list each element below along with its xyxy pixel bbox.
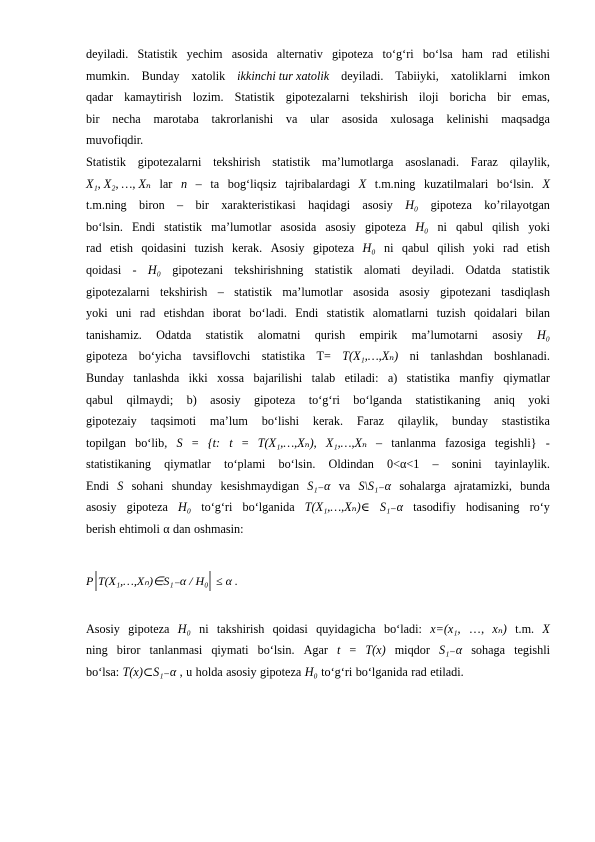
- word: bir: [195, 198, 209, 213]
- text-line: [86, 454, 550, 476]
- word: alomatlarni: [372, 306, 429, 321]
- word: ular: [310, 111, 330, 126]
- text-line: [86, 368, 550, 390]
- word: ma’lumotlar: [282, 284, 343, 299]
- word: H₀: [178, 500, 192, 515]
- word: T(X₁,…,Xₙ)∈: [304, 500, 370, 515]
- word: bo‘ladi.: [249, 306, 287, 321]
- word: tajribalardagi: [285, 176, 351, 191]
- word: xatolik: [191, 68, 226, 83]
- word: yoki: [472, 241, 495, 256]
- word: asoslanadi.: [405, 154, 460, 169]
- word: ta: [210, 176, 220, 191]
- word: …,: [468, 621, 485, 636]
- word: S₁₋α: [307, 478, 331, 493]
- word: asosida: [341, 111, 378, 126]
- word: iborat: [212, 306, 242, 321]
- word: tanlashdan: [430, 349, 483, 364]
- word: yoki: [86, 306, 108, 321]
- word: asosiy: [492, 327, 523, 342]
- word: -: [545, 435, 550, 450]
- word: boshlanadi.: [494, 349, 550, 364]
- word: H₀: [304, 664, 318, 679]
- word: qiymati: [211, 643, 249, 658]
- word: rad: [491, 47, 508, 61]
- word: ham: [461, 47, 483, 61]
- word: marotaba: [153, 111, 199, 126]
- word: H₀: [362, 241, 376, 256]
- word: xarakteristikasi: [221, 198, 296, 213]
- word: uni: [115, 306, 132, 321]
- word: b): [186, 392, 197, 407]
- word: to‘plami: [224, 457, 266, 472]
- word: ma’lum: [209, 414, 248, 429]
- word: kuzatilmalari: [424, 176, 489, 191]
- word: mumkin.: [86, 68, 130, 83]
- word: ma’lumotarni: [411, 327, 478, 342]
- word: asosida: [280, 219, 317, 234]
- word: X: [542, 176, 550, 191]
- word: tanlashda: [133, 370, 180, 385]
- word: bo‘lganida: [355, 664, 408, 679]
- word: alomatni: [257, 327, 301, 342]
- word: S₁₋α: [379, 500, 404, 515]
- text-line: [86, 303, 550, 325]
- word: bo‘lsin.: [496, 176, 534, 191]
- word: oshmasin:: [194, 522, 244, 537]
- word: gipoteza: [254, 392, 296, 407]
- word: statistik: [272, 154, 311, 169]
- word: Endi: [295, 306, 319, 321]
- word: bir: [86, 111, 100, 126]
- word: gipoteza: [259, 664, 302, 679]
- word: gipoteza: [430, 198, 472, 213]
- word: qabul: [456, 219, 484, 234]
- word: tanishamiz.: [86, 327, 142, 342]
- word: bo‘lsin.: [257, 643, 295, 658]
- word: asosiy: [399, 284, 430, 299]
- word: rad: [139, 306, 156, 321]
- word: tuzish: [436, 306, 466, 321]
- word: gipotezani: [172, 262, 224, 277]
- word: etiladi.: [430, 664, 464, 679]
- word: qurish: [314, 327, 346, 342]
- word: H₀: [147, 262, 161, 277]
- word: bo‘lib,: [135, 435, 168, 450]
- word: n: [180, 176, 188, 191]
- word: t.m.ning: [374, 176, 416, 191]
- word: Faraz: [356, 414, 384, 429]
- word: lar: [159, 176, 173, 191]
- word: kamaytirish: [124, 90, 182, 105]
- word: Bunday: [141, 68, 180, 83]
- word: gipotezani: [440, 284, 491, 299]
- word: tekshirish: [159, 284, 208, 299]
- word: tekshirish: [360, 90, 408, 105]
- text-line: [86, 130, 550, 152]
- word: talab: [311, 370, 336, 385]
- word: X₁, X₂, …, Xₙ: [86, 176, 151, 191]
- word: bo‘yicha: [138, 349, 182, 364]
- text-line: [86, 325, 550, 347]
- word: yoki: [528, 392, 550, 407]
- word: tavsiflovchi: [192, 349, 251, 364]
- word: tegishli: [514, 643, 550, 658]
- word: X: [358, 176, 367, 191]
- word: ehtimoli: [119, 522, 160, 537]
- text-line: [86, 411, 550, 433]
- text-line: [86, 282, 550, 304]
- word: tayinlaylik.: [494, 457, 550, 472]
- word: rad: [502, 241, 519, 256]
- word: to‘g‘ri: [201, 500, 233, 515]
- word: qoidasini: [141, 241, 187, 256]
- word: gipoteza: [364, 219, 407, 234]
- word: Faraz: [470, 154, 498, 169]
- word: to‘g‘ri: [321, 664, 353, 679]
- word: bo‘lsa: [422, 47, 453, 61]
- word: Statistik: [86, 154, 126, 169]
- word: haqidagi: [308, 198, 351, 213]
- word: emas,: [521, 90, 550, 105]
- word: miqdor: [394, 643, 430, 658]
- word: etish: [109, 241, 133, 256]
- word: t: [336, 643, 341, 658]
- word: sonini: [451, 457, 482, 472]
- word: hodisaning: [465, 500, 520, 515]
- word: H₀: [177, 621, 191, 636]
- word: S: [117, 478, 124, 493]
- word: tegishli}: [494, 435, 537, 450]
- word: –: [177, 198, 184, 213]
- word: deyiladi.: [411, 262, 455, 277]
- word: ma’lumotlarga: [321, 154, 394, 169]
- word: Statistik: [137, 47, 178, 61]
- word: bunday: [452, 414, 488, 429]
- document-page: [86, 44, 550, 683]
- text-line: [86, 390, 550, 412]
- word: gipoteza: [86, 349, 128, 364]
- word: Asosiy: [270, 241, 305, 256]
- word: gipotezalarni: [86, 284, 150, 299]
- word: ma’lumotlar: [211, 219, 272, 234]
- word: bilan: [525, 306, 550, 321]
- formula-rhs: ≤ α .: [216, 573, 238, 588]
- word: u: [186, 664, 193, 679]
- word: ro‘y: [529, 500, 550, 515]
- word: va: [338, 478, 351, 493]
- formula-body: T(X₁,…,Xₙ)∈S₁₋α / H₀: [98, 573, 209, 588]
- word: =: [191, 435, 199, 450]
- word: qabul: [86, 392, 114, 407]
- word: stastistika: [501, 414, 550, 429]
- word: {t:: [207, 435, 221, 450]
- word: ajratamizki,: [454, 478, 512, 493]
- word: gipoteza: [126, 500, 168, 515]
- word: etilishi: [516, 47, 550, 61]
- word: gipoteza: [332, 47, 374, 61]
- word: Endi: [131, 219, 156, 234]
- word: asosida: [231, 47, 268, 61]
- word: S: [176, 435, 183, 450]
- word: dan: [173, 522, 191, 537]
- word: -: [132, 262, 137, 277]
- word: a): [387, 370, 398, 385]
- word: xulosaga: [390, 111, 434, 126]
- text-line: [86, 109, 550, 131]
- word: lozim.: [192, 90, 224, 105]
- text-line: [86, 44, 550, 66]
- word: yoki: [528, 219, 550, 234]
- word: bunda: [520, 478, 550, 493]
- word: deyiladi.: [341, 68, 384, 83]
- text-line: [86, 619, 550, 641]
- word: –: [376, 435, 383, 450]
- text-line: [86, 346, 550, 368]
- text-line: [86, 640, 550, 662]
- word: statistika: [261, 349, 306, 364]
- word: ,: [179, 664, 183, 679]
- word: tanlanma: [391, 435, 436, 450]
- word: qoidasi: [272, 621, 308, 636]
- word: tekshirishning: [234, 262, 304, 277]
- word: bir: [497, 90, 511, 105]
- word: muvofiqdir.: [86, 133, 144, 148]
- text-line: [86, 238, 550, 260]
- word: aniq: [493, 392, 515, 407]
- word: ni: [199, 621, 209, 636]
- word: gipotezalarni: [285, 90, 350, 105]
- word: statistik: [234, 284, 273, 299]
- word: tasdiqlash: [501, 284, 550, 299]
- word: T(x)⊂S₁₋α: [122, 664, 177, 679]
- word: takshirish: [216, 621, 265, 636]
- word: ni: [409, 349, 420, 364]
- word: deyiladi.: [86, 47, 129, 61]
- word: alternativ: [276, 47, 323, 61]
- word: Odatda: [465, 262, 501, 277]
- formula-P: P: [86, 573, 94, 588]
- word: ni: [384, 241, 394, 256]
- word: bo‘lishi: [261, 414, 299, 429]
- text-line: [86, 217, 550, 239]
- word: qoidasi: [86, 262, 122, 277]
- word: necha: [112, 111, 141, 126]
- paragraph-statistical-criterion: [86, 152, 550, 541]
- word: Statistik: [234, 90, 275, 105]
- text-line: [86, 87, 550, 109]
- word: qabul: [401, 241, 429, 256]
- word: Endi: [86, 478, 110, 493]
- word: berish: [86, 522, 116, 537]
- word: T=: [316, 349, 331, 364]
- paragraph-alternative-hypothesis: [86, 44, 550, 152]
- word: quyidagicha: [316, 621, 376, 636]
- word: taqsimoti: [150, 414, 197, 429]
- word: asosiy: [362, 198, 393, 213]
- probability-formula: [86, 563, 550, 601]
- word: biron: [138, 198, 165, 213]
- word: empirik: [359, 327, 398, 342]
- word: tasodifiy: [413, 500, 456, 515]
- word: qadar: [86, 90, 114, 105]
- word: asosiy: [210, 392, 241, 407]
- word: H₀: [536, 327, 550, 342]
- word: manfiy: [459, 370, 494, 385]
- word: kelinishi: [446, 111, 489, 126]
- word: gipotezalarni: [137, 154, 202, 169]
- word: takrorlanishi: [211, 111, 274, 126]
- word: t.m.: [515, 621, 535, 636]
- word: shunday: [171, 478, 213, 493]
- text-line: [86, 662, 550, 684]
- word: sohani: [131, 478, 164, 493]
- word: asosiy: [226, 664, 257, 679]
- word: gipoteza: [128, 621, 170, 636]
- word: ning: [86, 643, 108, 658]
- word: etiladi:: [344, 370, 379, 385]
- word: H₀: [415, 219, 429, 234]
- word: ikkinchi tur xatolik: [237, 68, 330, 83]
- text-line: [86, 152, 550, 174]
- word: =: [349, 643, 357, 658]
- word: fazosiga: [445, 435, 486, 450]
- word: statistikaning: [86, 457, 151, 472]
- word: to‘g‘ri: [382, 47, 414, 61]
- text-line: [86, 433, 550, 455]
- word: X₁,…,Xₙ: [325, 435, 367, 450]
- word: S\S₁₋α: [358, 478, 392, 493]
- word: Odatda: [156, 327, 192, 342]
- text-line: [86, 519, 550, 541]
- word: T(X₁,…,Xₙ),: [257, 435, 317, 450]
- word: to‘g‘ri: [308, 392, 340, 407]
- word: xatoliklarni: [450, 68, 507, 83]
- word: T(X₁,…,Xₙ): [342, 349, 399, 364]
- word: asosiy: [86, 500, 117, 515]
- word: bo‘lganida: [242, 500, 295, 515]
- word: ni: [437, 219, 447, 234]
- word: bo‘lsin.: [86, 219, 123, 234]
- word: etish: [526, 241, 550, 256]
- word: kerak.: [232, 241, 263, 256]
- text-line: [86, 497, 550, 519]
- text-line: [86, 66, 550, 88]
- word: Bunday: [86, 370, 124, 385]
- word: tuzish: [194, 241, 224, 256]
- word: etishdan: [163, 306, 205, 321]
- word: statistik: [511, 262, 550, 277]
- word: qilish: [437, 241, 465, 256]
- word: statistik: [164, 219, 203, 234]
- word: qilish: [492, 219, 520, 234]
- word: xₙ): [492, 621, 507, 636]
- word: kesishmaydigan: [220, 478, 300, 493]
- word: xossa: [217, 370, 245, 385]
- word: bog‘liqsiz: [227, 176, 277, 191]
- word: bo‘lsa:: [86, 664, 120, 679]
- word: bajarilishi: [253, 370, 303, 385]
- text-line: [86, 195, 550, 217]
- word: iloji: [418, 90, 439, 105]
- text-line: [86, 174, 550, 196]
- word: statistik: [205, 327, 244, 342]
- word: tekshirish: [213, 154, 261, 169]
- word: topilgan: [86, 435, 126, 450]
- word: ko’rilayotgan: [484, 198, 550, 213]
- word: statistik: [314, 262, 353, 277]
- word: sohalarga: [399, 478, 446, 493]
- text-line: [86, 476, 550, 498]
- word: α: [163, 522, 170, 537]
- word: asosida: [353, 284, 389, 299]
- word: bo‘ladi:: [383, 621, 422, 636]
- paragraph-decision-rule: [86, 619, 550, 684]
- word: qiymatlar: [503, 370, 550, 385]
- word: Oldindan: [328, 457, 374, 472]
- word: rad: [86, 241, 102, 256]
- word: H₀: [405, 198, 419, 213]
- word: biror: [116, 643, 141, 658]
- word: sohaga: [471, 643, 506, 658]
- word: S₁₋α: [438, 643, 463, 658]
- word: asosiy: [325, 219, 356, 234]
- word: 0<α<1: [387, 457, 420, 472]
- word: bo‘lganda: [353, 392, 403, 407]
- word: Asosiy: [86, 621, 120, 636]
- word: maqsadga: [501, 111, 550, 126]
- word: va: [285, 111, 298, 126]
- word: gipotezaiy: [86, 414, 137, 429]
- word: Agar: [303, 643, 328, 658]
- word: qilaylik,: [397, 414, 439, 429]
- word: qiymatlar: [164, 457, 211, 472]
- word: kerak.: [312, 414, 343, 429]
- word: –: [432, 457, 439, 472]
- word: statistik: [326, 306, 365, 321]
- word: yechim: [186, 47, 223, 61]
- word: qoidalari: [474, 306, 518, 321]
- word: qilaylik,: [509, 154, 550, 169]
- word: qilmaydi;: [126, 392, 174, 407]
- word: alomati: [363, 262, 401, 277]
- word: statistika: [406, 370, 450, 385]
- word: boricha: [449, 90, 487, 105]
- word: =: [241, 435, 249, 450]
- word: ikki: [188, 370, 208, 385]
- word: holda: [195, 664, 223, 679]
- word: bo‘lsin.: [278, 457, 316, 472]
- word: X: [542, 621, 550, 636]
- word: imkon: [518, 68, 550, 83]
- word: x=(x₁,: [430, 621, 461, 636]
- word: t: [229, 435, 233, 450]
- word: gipoteza: [312, 241, 355, 256]
- word: rad: [411, 664, 427, 679]
- word: tanlanmasi: [149, 643, 203, 658]
- word: statistikaning: [415, 392, 481, 407]
- word: T(x): [365, 643, 386, 658]
- word: –: [217, 284, 224, 299]
- word: Tabiiyki,: [395, 68, 439, 83]
- word: –: [195, 176, 202, 191]
- word: t.m.ning: [86, 198, 127, 213]
- text-line: [86, 260, 550, 282]
